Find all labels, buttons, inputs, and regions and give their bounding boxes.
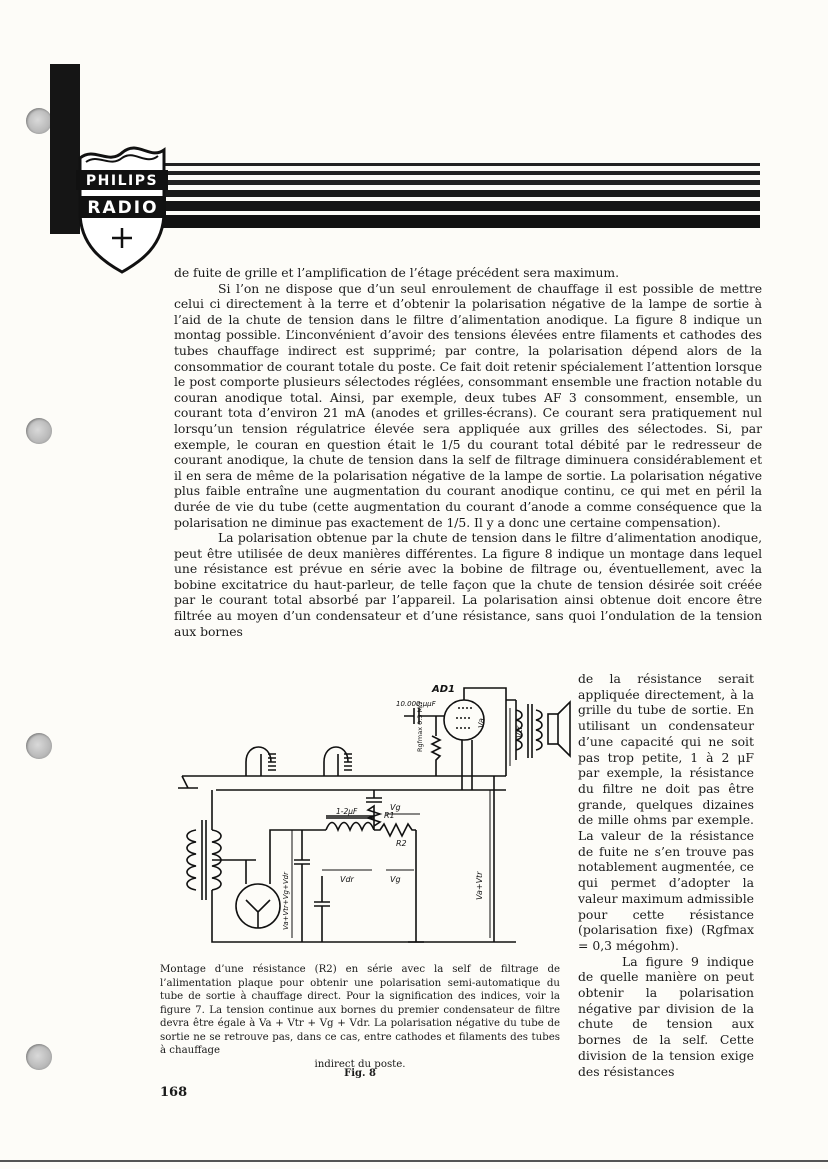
- paragraph-3: La polarisation obtenue par la chute de tension dans le filtre d’alimentation anodique, peut être utilisée de deux manières différentes. La figure 8 indique un montage dans lequel une résistance est prévue en série avec la bobine de filtrage ou, éventuellement, avec la bobine excitatrice du haut-parleur, de telle façon que la chute de tension désirée soit créée par le courant total absorbé par l’appareil. La polarisation ainsi obtenue doit encore être filtrée au moyen d’un condensateur et d’une résistance, sans quoi l’ondulation de la tension aux bornes: [174, 530, 762, 639]
- mains-transformer-primary: [187, 830, 196, 890]
- capacitor-1-2uf: [366, 790, 382, 802]
- label-va: Va: [477, 718, 486, 728]
- header-band: [0, 0, 828, 300]
- header-black-stripe: [50, 64, 80, 234]
- coil-2-windings: [338, 754, 352, 776]
- body-text: [174, 265, 762, 639]
- bottom-rule: [0, 1160, 828, 1162]
- label-r2: R2: [396, 839, 407, 848]
- filter-choke: [326, 823, 374, 831]
- label-va-vtr: Va+Vtr: [475, 871, 484, 900]
- label-r1: R1: [384, 811, 395, 820]
- figure-caption: [160, 963, 560, 1071]
- circuit-diagram: [176, 680, 572, 960]
- label-capacitor-1-2uf: 1-2μF: [336, 807, 358, 816]
- paragraph-1: de fuite de grille et l’amplification de l’étage précédent sera maximum.: [174, 265, 620, 280]
- label-vdr: Vdr: [340, 875, 354, 884]
- filter-capacitor-2: [314, 876, 330, 942]
- philips-shield-icon: [76, 148, 168, 272]
- side-column-text: [578, 671, 754, 1079]
- caption-last-line: indirect du poste.: [314, 1058, 406, 1070]
- rf-coil-1: [246, 747, 271, 776]
- paragraph-2: Si l’on ne dispose que d’un seul enroulement de chauffage il est possible de mettre celui ci directement à la terre et d’obtenir la polarisation négative de la lampe de sortie à l’aid de la chute de tension dans le filtre d’alimentation anodique. La figure 8 indique un montag possible. L’inconvénient d’avoir des tensions élevées entre filaments et cathodes des tubes chauffage indirect est supprimé; par contre, la polarisation dépend alors de la consommatior de courant totale du poste. Ce fait doit retenir spécialement l’attention lorsque le post comporte plusieurs sélectodes réglées, consommant ensemble une fraction notable du couran anodique total. Ainsi, par exemple, deux tubes AF 3 consomment, ensemble, un courant tota d’environ 21 mA (anodes et grilles-écrans). Ce courant sera pratiquement nul lorsqu’un tension régulatrice élevée sera appliquée aux grilles des sélectodes. Si, par exemple, le couran en question était le 1/5 du courant total débité par le redresseur de courant anodique, la chute de tension dans la self de filtrage diminuera considérablement et il en sera de même de la polarisation négative de la lampe de sortie. La polarisation négative plus faible entraîne une augmentation du courant anodique continu, ce qui met en péril la durée de vie du tube (cette augmentation du courant d’anode a comme conséquence que la polarisation ne diminue pas exactement de 1/5. Il y a donc une certaine compensation).: [174, 280, 762, 530]
- label-total-voltage: Va+Vtr+Vg+Vdr: [282, 872, 290, 930]
- resistor-r2: [374, 824, 416, 836]
- binder-hole: [26, 733, 52, 759]
- side-paragraph-1: de la résistance serait appliquée directement, à la grille du tube de sortie. En utilisant un condensateur d’une capacité qui ne soit pas trop petite, 1 à 2 μF par exemple, la résistance du filtre ne doit pas être grande, quelques dizaines de mille ohms par exemple. La valeur de la résistance de fuite ne s’en trouve pas notablement augmentée, ce qui permet d’adopter la valeur maximum admissible pour cette résistance (polarisation fixe) (Rgfmax = 0,3 mégohm).: [578, 671, 754, 953]
- header-rules: [120, 163, 760, 228]
- grid-resistor: [432, 716, 440, 776]
- label-vtr: Vtr: [515, 726, 524, 738]
- label-vg-bottom: Vg: [390, 875, 401, 884]
- caption-text: Montage d’une résistance (R2) en série avec la self de filtrage de l’alimentation plaque pour obtenir une polarisation semi-automatique du tube de sortie à chauffage direct. Pour la signification des indices, voir la figure 7. La tension continue aux bornes du premier condensateur de filtre devra être égale à Va + Vtr + Vg + Vdr. La polarisation négative du tube de sortie ne se retrouve pas, dans ce cas, entre cathodes et filaments des tubes à chauffage: [160, 964, 560, 1056]
- logo-text-philips: PHILIPS: [85, 173, 159, 189]
- resistor-r1: [368, 806, 380, 830]
- label-ad1: AD1: [432, 684, 455, 695]
- filter-capacitor-1: [294, 830, 310, 942]
- label-grid-resistor: Rgfmax 0.3 MΩ: [416, 701, 424, 752]
- ground-symbol: [178, 776, 198, 788]
- side-paragraph-2: La figure 9 indique de quelle manière on peut obtenir la polarisation négative par division de la chute de tension aux bornes de la self. Cette division de la tension exige des résistances: [578, 953, 754, 1079]
- loudspeaker-icon: [548, 714, 558, 744]
- figure-label: Fig. 8: [344, 1068, 376, 1079]
- page-number: 168: [160, 1085, 188, 1100]
- binder-hole: [26, 418, 52, 444]
- label-capacitor-anode: 10.000 μμF: [396, 700, 436, 708]
- binder-hole: [26, 1044, 52, 1070]
- coil-1-windings: [261, 754, 276, 776]
- label-vg-top: Vg: [390, 803, 401, 812]
- logo-text-radio: RADIO: [87, 198, 159, 218]
